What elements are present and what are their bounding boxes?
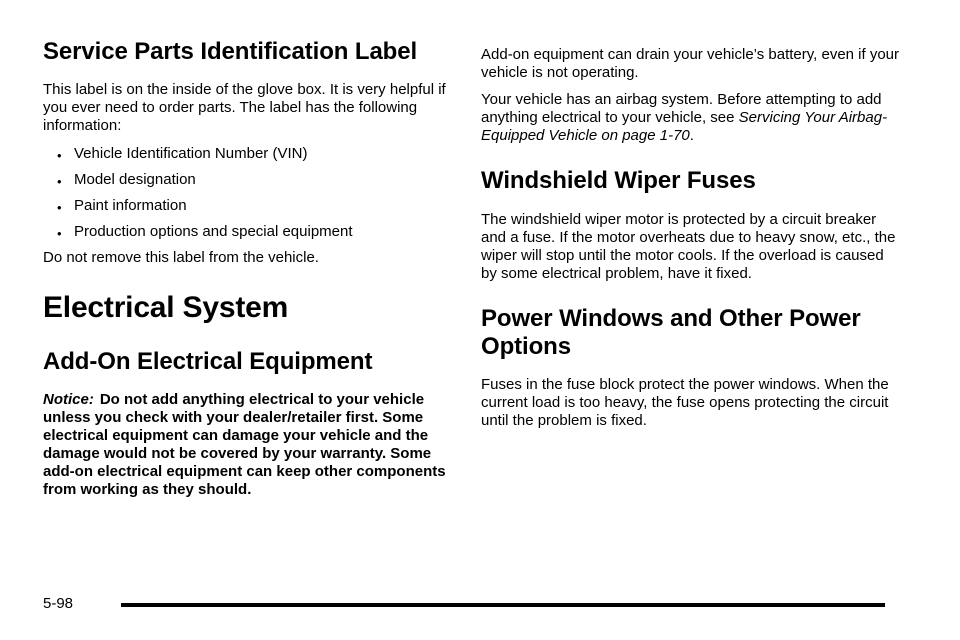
notice-label: Notice: bbox=[43, 391, 94, 408]
service-parts-heading: Service Parts Identification Label bbox=[43, 38, 418, 65]
power-windows-text: Fuses in the fuse block protect the power windows. When the current load is too heavy, the fuse opens protecting the circuit until the problem is fixed. bbox=[481, 376, 889, 429]
power-windows-heading: Power Windows and Other Power Options bbox=[481, 305, 861, 360]
list-item: • Production options and special equipment bbox=[57, 223, 353, 241]
wiper-fuses-heading: Windshield Wiper Fuses bbox=[481, 167, 756, 194]
bullet-icon: • bbox=[57, 200, 62, 215]
list-item: • Paint information bbox=[57, 197, 187, 215]
battery-drain-text: Add-on equipment can drain your vehicle’s battery, even if your vehicle is not operating. bbox=[481, 46, 900, 81]
bullet-icon: • bbox=[57, 148, 62, 163]
service-parts-intro: This label is on the inside of the glove box. It is very helpful if you ever need to order parts. The label has the following information: bbox=[43, 81, 446, 134]
bullet-icon: • bbox=[57, 174, 62, 189]
list-item: • Model designation bbox=[57, 171, 196, 189]
list-item: • Vehicle Identification Number (VIN) bbox=[57, 145, 308, 163]
airbag-reference-link[interactable]: Servicing Your Airbag-Equipped Vehicle on page 1-70 bbox=[481, 109, 888, 144]
wiper-fuses-text: The windshield wiper motor is protected by a circuit breaker and a fuse. If the motor overheats due to heavy snow, etc., the wiper will stop until the motor cools. If the overload is caused by some electrical problem, have it fixed. bbox=[481, 211, 896, 282]
addon-equipment-heading: Add-On Electrical Equipment bbox=[43, 348, 373, 375]
airbag-paragraph: Your vehicle has an airbag system. Before attempting to add anything electrical to your vehicle, see Servicing Your Airbag-Equipped Vehicle on page 1-70. bbox=[481, 91, 888, 144]
notice-paragraph bbox=[43, 391, 455, 499]
airbag-text: Your vehicle has an airbag system. Before attempting to add anything electrical to your vehicle, see bbox=[481, 91, 882, 126]
footer-divider bbox=[121, 603, 885, 607]
notice-text: Do not add anything electrical to your vehicle unless you check with your dealer/retailer first. Some electrical equipment can damage your vehicle and the damage would not be covered by your warranty. Some add-on electrical equipment can keep other components from working as they should. bbox=[43, 391, 446, 498]
page-number: 5-98 bbox=[43, 595, 74, 612]
right-column bbox=[481, 46, 901, 430]
bullet-icon: • bbox=[57, 226, 62, 241]
label-info-list bbox=[43, 145, 455, 241]
do-not-remove-text: Do not remove this label from the vehicle. bbox=[43, 249, 319, 266]
chapter-title: Electrical System bbox=[43, 291, 289, 324]
left-column bbox=[43, 38, 455, 499]
